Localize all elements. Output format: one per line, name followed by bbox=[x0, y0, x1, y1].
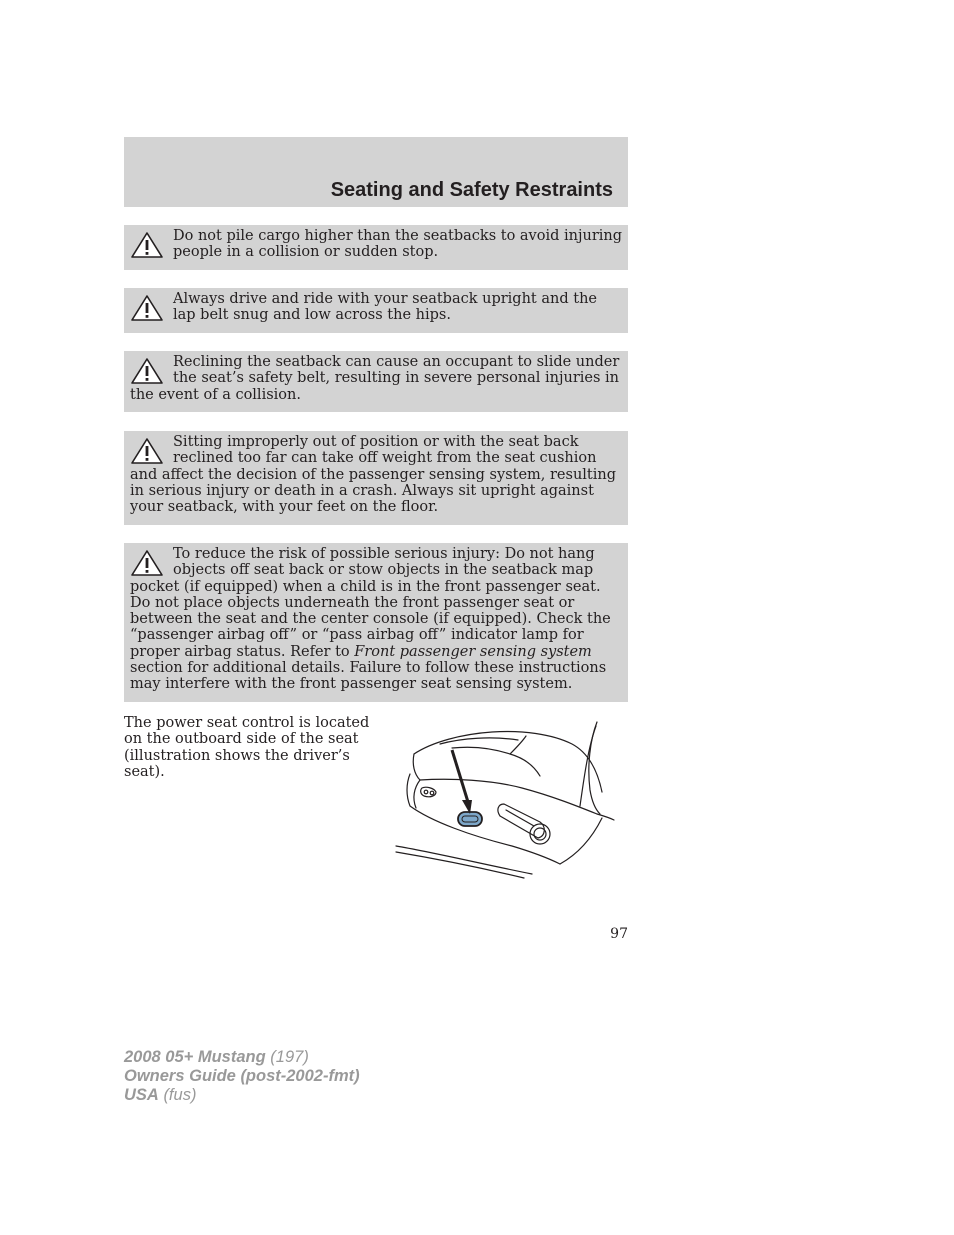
page-number: 97 bbox=[610, 926, 628, 942]
footer-line-2 bbox=[124, 1067, 360, 1086]
warning-box bbox=[124, 431, 628, 525]
section-title: Seating and Safety Restraints bbox=[330, 179, 613, 201]
warning-triangle-icon bbox=[130, 357, 164, 385]
warning-text: Do not pile cargo higher than the seatbacks to avoid injuring people in a collision or sudden stop. bbox=[173, 228, 623, 261]
warning-text: Always drive and ride with your seatback upright and the lap belt snug and low across the hips. bbox=[173, 291, 597, 324]
warning-text: Sitting improperly out of position or with the seat back reclined too far can take off weight from the seat cushion and affect the decision of the passenger sensing system, resulting in serious injury or death in a crash. Always sit upright against your seatback, with your feet on the floor. bbox=[130, 434, 617, 516]
warning-text: Reclining the seatback can cause an occupant to slide under the seat’s safety belt, resulting in severe personal injuries in the event of a collision. bbox=[130, 354, 620, 403]
power-seat-control-illustration bbox=[392, 718, 616, 880]
warning-box bbox=[124, 225, 628, 270]
footer-guide: Owners Guide (post-2002-fmt) bbox=[124, 1067, 360, 1085]
warning-box bbox=[124, 351, 628, 412]
warning-text-after: section for additional details. Failure to follow these instructions may interfere with the front passenger seat sensing system. bbox=[130, 660, 607, 693]
body-paragraph: The power seat control is located on the outboard side of the seat (illustration shows the driver’s seat). bbox=[124, 715, 370, 780]
footer-market-code: (fus) bbox=[163, 1086, 197, 1104]
warning-text-before: To reduce the risk of possible serious injury: Do not hang objects off seat back or stow objects in the seatback map pocket (if equipped) when a child is in the front passenger seat. Do not place objects underneath the front passenger seat or between the seat and the center console (if equipped). Check the “passenger airbag off” or “pass airbag off” indicator lamp for proper airbag status. Refer to bbox=[130, 546, 611, 660]
footer-market: USA bbox=[124, 1086, 159, 1104]
warning-triangle-icon bbox=[130, 437, 164, 465]
footer-line-3 bbox=[124, 1086, 360, 1105]
section-header bbox=[124, 137, 628, 207]
footer-model-code: (197) bbox=[270, 1048, 309, 1066]
warning-text-italic: Front passenger sensing system bbox=[354, 643, 592, 660]
footer-model: 2008 05+ Mustang bbox=[124, 1048, 266, 1066]
warning-box bbox=[124, 543, 628, 702]
footer-line-1 bbox=[124, 1048, 360, 1067]
warning-triangle-icon bbox=[130, 294, 164, 322]
document-footer bbox=[124, 1048, 360, 1105]
warning-triangle-icon bbox=[130, 549, 164, 577]
warning-box bbox=[124, 288, 628, 333]
warning-triangle-icon bbox=[130, 231, 164, 259]
warning-text bbox=[130, 546, 622, 693]
